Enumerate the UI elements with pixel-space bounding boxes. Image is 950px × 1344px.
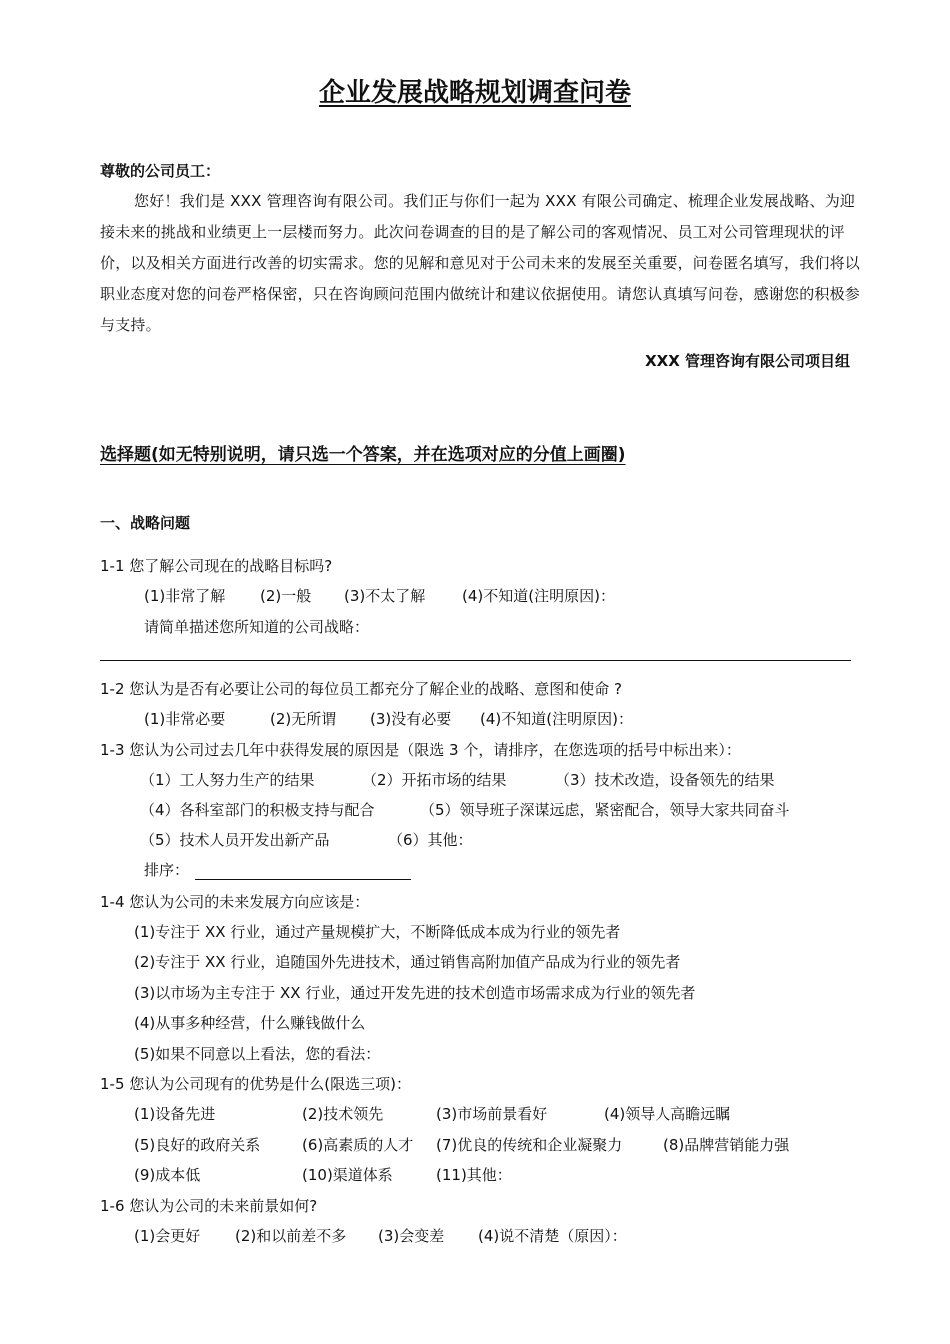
q1-6-option-2[interactable]: (2)和以前差不多 xyxy=(235,1227,347,1245)
question-1-5: 1-5 您认为公司现有的优势是什么(限选三项)： xyxy=(100,1075,411,1093)
q1-4-option-2[interactable]: (2)专注于 XX 行业，追随国外先进技术，通过销售高附加值产品成为行业的领先者 xyxy=(134,953,681,971)
part-title: 一、战略问题 xyxy=(100,514,191,532)
intro-paragraph: 您好！我们是 XXX 管理咨询有限公司。我们正与你们一起为 XXX 有限公司确定、梳理企业发展战略、为迎接未来的挑战和业绩更上一层楼而努力。此次问卷调查的目的是了解公司的客观情况、员工对公司管理现状的评价，以及相关方面进行改善的切实需求。您的见解和意见对于公司未来的发展至关重要，问卷匿名填写，我们将以职业态度对您的问卷严格保密，只在咨询顾问范围内做统计和建议依据使用。请您认真填写问卷，感谢您的积极参与支持。 xyxy=(100,192,861,334)
q1-3-option-4[interactable]: （4）各科室部门的积极支持与配合 xyxy=(140,801,375,819)
question-1-1: 1-1 您了解公司现在的战略目标吗? xyxy=(100,557,333,575)
q1-5-option-2[interactable]: (2)技术领先 xyxy=(302,1105,384,1123)
q1-5-option-4[interactable]: (4)领导人高瞻远瞩 xyxy=(604,1105,731,1123)
question-1-2: 1-2 您认为是否有必要让公司的每位员工都充分了解企业的战略、意图和使命 ? xyxy=(100,680,623,698)
q1-2-option-4[interactable]: (4)不知道(注明原因)： xyxy=(480,710,633,728)
q1-5-option-7[interactable]: (7)优良的传统和企业凝聚力 xyxy=(436,1136,623,1154)
q1-3-option-7[interactable]: （6）其他： xyxy=(388,831,473,849)
q1-1-strategy-prompt: 请简单描述您所知道的公司战略： xyxy=(144,618,370,636)
q1-2-option-1[interactable]: (1)非常必要 xyxy=(144,710,226,728)
signature: XXX 管理咨询有限公司项目组 xyxy=(645,352,850,370)
q1-3-rank-field[interactable] xyxy=(144,859,411,880)
greeting: 尊敬的公司员工： xyxy=(100,162,221,180)
q1-2-option-2[interactable]: (2)无所谓 xyxy=(270,710,337,728)
q1-4-option-4[interactable]: (4)从事多种经营，什么赚钱做什么 xyxy=(134,1014,366,1032)
q1-6-option-1[interactable]: (1)会更好 xyxy=(134,1227,201,1245)
q1-5-option-6[interactable]: (6)高素质的人才 xyxy=(302,1136,414,1154)
q1-1-option-2[interactable]: (2)一般 xyxy=(260,587,312,605)
q1-3-option-3[interactable]: （3）技术改造，设备领先的结果 xyxy=(555,771,775,789)
q1-3-option-1[interactable]: （1）工人努力生产的结果 xyxy=(140,771,315,789)
rank-answer-line[interactable] xyxy=(195,865,411,880)
q1-5-option-9[interactable]: (9)成本低 xyxy=(134,1166,201,1184)
q1-5-option-1[interactable]: (1)设备先进 xyxy=(134,1105,216,1123)
q1-6-option-4[interactable]: (4)说不清楚（原因）： xyxy=(478,1227,627,1245)
document-title: 企业发展战略规划调查问卷 xyxy=(318,78,631,108)
strategy-answer-line[interactable] xyxy=(100,660,851,661)
q1-4-option-1[interactable]: (1)专注于 XX 行业，通过产量规模扩大，不断降低成本成为行业的领先者 xyxy=(134,923,621,941)
rank-label: 排序： xyxy=(144,861,190,879)
q1-5-option-11[interactable]: (11)其他： xyxy=(436,1166,512,1184)
q1-6-option-3[interactable]: (3)会变差 xyxy=(378,1227,445,1245)
q1-5-option-5[interactable]: (5)良好的政府关系 xyxy=(134,1136,261,1154)
q1-4-option-5[interactable]: (5)如果不同意以上看法，您的看法： xyxy=(134,1045,381,1063)
q1-5-option-8[interactable]: (8)品牌营销能力强 xyxy=(663,1136,790,1154)
q1-5-option-10[interactable]: (10)渠道体系 xyxy=(302,1166,393,1184)
q1-1-option-1[interactable]: (1)非常了解 xyxy=(144,587,226,605)
q1-3-option-5[interactable]: （5）领导班子深谋远虑，紧密配合，领导大家共同奋斗 xyxy=(420,801,790,819)
q1-1-option-3[interactable]: (3)不太了解 xyxy=(344,587,426,605)
q1-3-option-2[interactable]: （2）开拓市场的结果 xyxy=(362,771,507,789)
q1-2-option-3[interactable]: (3)没有必要 xyxy=(370,710,452,728)
q1-5-option-3[interactable]: (3)市场前景看好 xyxy=(436,1105,548,1123)
question-1-6: 1-6 您认为公司的未来前景如何? xyxy=(100,1197,318,1215)
question-1-4: 1-4 您认为公司的未来发展方向应该是： xyxy=(100,893,370,911)
q1-3-option-6[interactable]: （5）技术人员开发出新产品 xyxy=(140,831,330,849)
section-heading: 选择题(如无特别说明，请只选一个答案，并在选项对应的分值上画圈) xyxy=(100,445,626,465)
q1-4-option-3[interactable]: (3)以市场为主专注于 XX 行业，通过开发先进的技术创造市场需求成为行业的领先者 xyxy=(134,984,696,1002)
question-1-3: 1-3 您认为公司过去几年中获得发展的原因是（限选 3 个，请排序，在您选项的括号中标出来）： xyxy=(100,741,741,759)
q1-1-option-4[interactable]: (4)不知道(注明原因)： xyxy=(462,587,615,605)
